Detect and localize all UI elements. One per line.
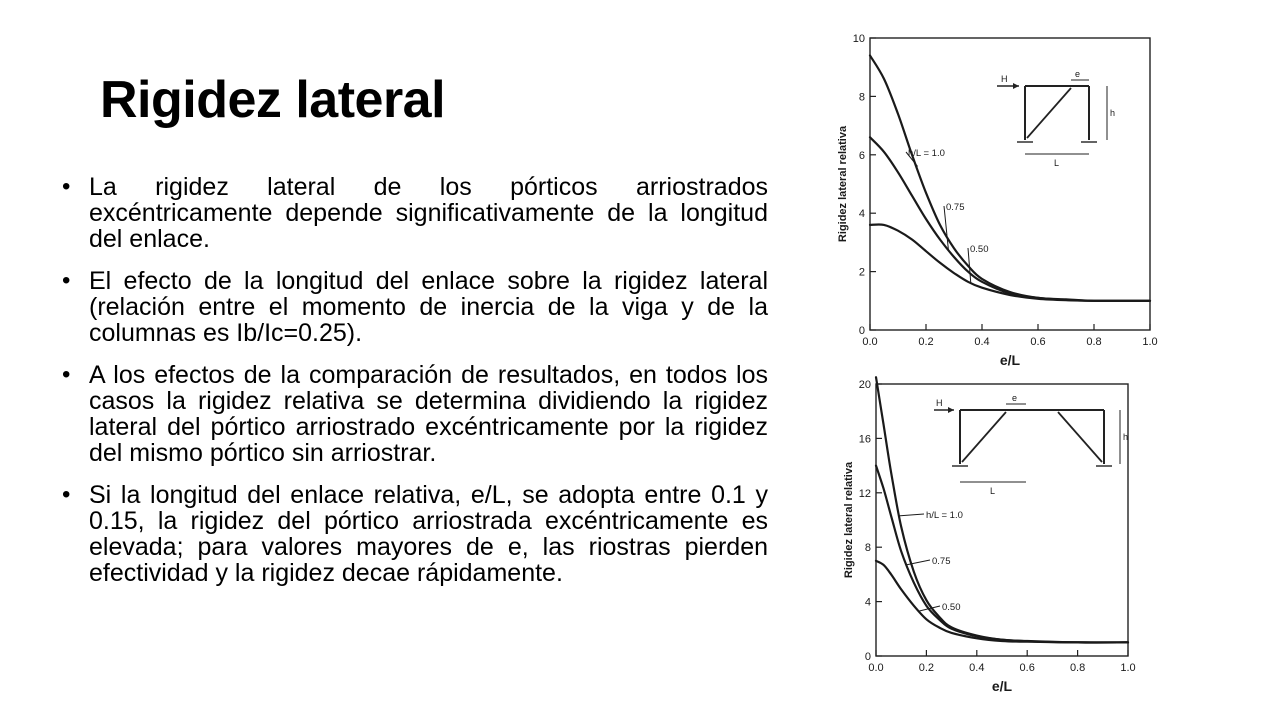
x-tick-label: 0.0 (862, 336, 878, 348)
y-tick-label: 4 (864, 596, 871, 609)
series-label: h/L = 1.0 (908, 148, 945, 159)
bullet-dot: • (62, 481, 71, 508)
x-tick-label: 0.8 (1069, 662, 1086, 674)
bullet-item (62, 174, 768, 252)
x-tick-label: 1.0 (1142, 336, 1158, 348)
frame-brace (1027, 88, 1071, 138)
x-tick-label: 0.2 (918, 662, 935, 674)
span-label: L (1054, 158, 1060, 168)
bullet-text: Si la longitud del enlace relativa, e/L, se adopta entre 0.1 y 0.15, la rigidez del pórtico arriostrada excéntricamente es elevada; para valores mayores de e, las riostras pierden efectividad y la rigidez decae rápidamente. (89, 481, 768, 587)
frame-inset-diagram (934, 393, 1128, 496)
series-line (870, 224, 1150, 300)
y-tick-label: 20 (858, 379, 871, 391)
bullet-dot: • (62, 173, 71, 200)
stiffness-chart-bottom (822, 372, 1162, 712)
span-label: L (990, 486, 996, 496)
series-label: h/L = 1.0 (926, 510, 963, 521)
series-line (870, 137, 1150, 301)
y-tick-label: 8 (864, 542, 871, 555)
x-tick-label: 0.4 (969, 662, 985, 674)
plot-frame (876, 384, 1128, 656)
series-line (876, 466, 1128, 643)
y-tick-label: 6 (858, 149, 865, 162)
y-axis-label: Rigidez lateral relativa (837, 125, 849, 243)
frame-brace (962, 412, 1006, 462)
slide-title: Rigidez lateral (100, 71, 446, 129)
bullet-item (62, 268, 768, 346)
link-label: e (1075, 69, 1081, 79)
y-tick-label: 4 (858, 208, 865, 221)
bullet-list (62, 174, 768, 602)
stiffness-chart-top (822, 28, 1162, 368)
plot-frame (870, 38, 1150, 330)
series-label: 0.50 (970, 244, 989, 255)
frame-inset-diagram (997, 69, 1115, 168)
y-axis-label: Rigidez lateral relativa (843, 461, 855, 579)
bullet-dot: • (62, 267, 71, 294)
y-tick-label: 2 (858, 266, 865, 279)
series-line (870, 56, 1150, 301)
x-tick-label: 0.0 (868, 662, 884, 674)
bullet-text: A los efectos de la comparación de resultados, en todos los casos la rigidez relativa se determina dividiendo la rigidez lateral del pórtico arriostrado excéntricamente por la rigidez del mismo pórtico sin arriostrar. (89, 361, 768, 467)
bullet-text: La rigidez lateral de los pórticos arriostrados excéntricamente depende significativamente de la longitud del enlace. (89, 173, 768, 253)
link-label: e (1012, 393, 1018, 403)
y-tick-label: 12 (858, 487, 871, 500)
series-label: 0.75 (946, 202, 965, 213)
x-tick-label: 0.4 (974, 336, 990, 348)
bullet-item (62, 482, 768, 586)
height-label: h (1123, 432, 1129, 442)
x-tick-label: 0.2 (918, 336, 934, 348)
x-axis-label: e/L (991, 678, 1013, 694)
load-arrow-head (948, 407, 954, 413)
series-label: 0.75 (932, 556, 951, 567)
x-axis-label: e/L (999, 352, 1021, 368)
y-tick-label: 0 (858, 325, 865, 337)
y-tick-label: 0 (864, 651, 871, 663)
load-arrow-head (1013, 83, 1019, 89)
load-label: H (936, 398, 943, 408)
bullet-item (62, 362, 768, 466)
series-label: 0.50 (942, 602, 961, 613)
series-leader-line (899, 514, 924, 516)
x-tick-label: 0.8 (1086, 336, 1102, 348)
load-label: H (1001, 74, 1008, 84)
bullet-dot: • (62, 361, 71, 388)
frame-brace (1058, 412, 1102, 462)
x-tick-label: 1.0 (1120, 662, 1136, 674)
x-tick-label: 0.6 (1019, 662, 1035, 674)
y-tick-label: 8 (858, 91, 865, 104)
y-tick-label: 16 (858, 433, 871, 446)
bullet-text: El efecto de la longitud del enlace sobre la rigidez lateral (relación entre el momento de inercia de la viga y de la columnas es Ib/Ic=0.25). (89, 267, 768, 347)
x-tick-label: 0.6 (1030, 336, 1046, 348)
y-tick-label: 10 (852, 33, 865, 45)
height-label: h (1110, 108, 1116, 118)
